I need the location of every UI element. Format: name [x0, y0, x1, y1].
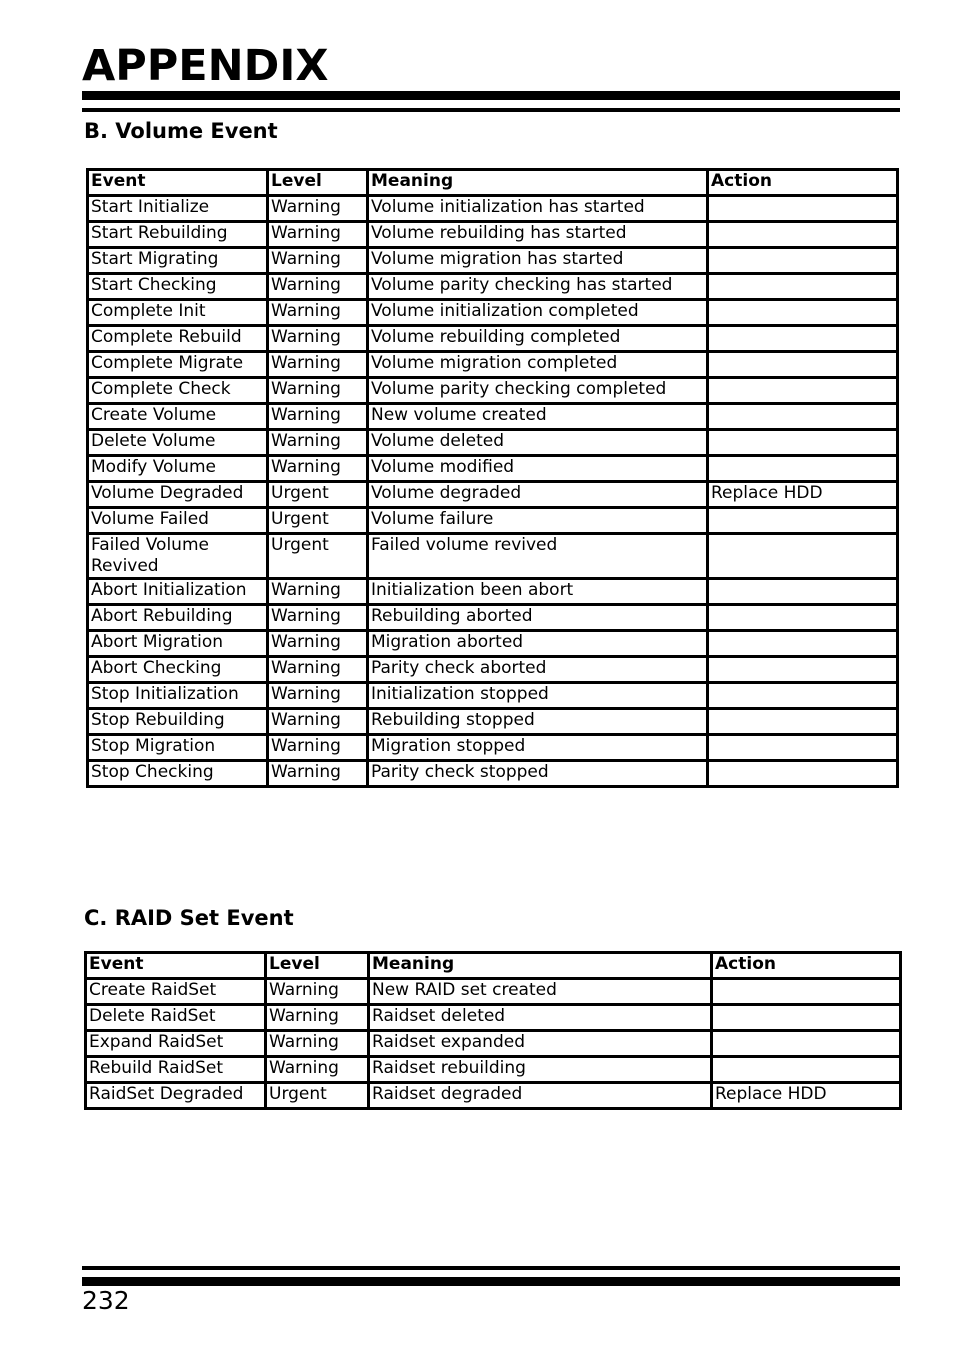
level-cell: Urgent	[268, 508, 368, 534]
action-cell	[708, 404, 898, 430]
level-cell: Warning	[268, 735, 368, 761]
meaning-cell: Volume parity checking completed	[368, 378, 708, 404]
meaning-cell: Failed volume revived	[368, 534, 708, 579]
meaning-cell: Rebuilding aborted	[368, 605, 708, 631]
level-cell: Warning	[268, 274, 368, 300]
event-cell: Stop Rebuilding	[88, 709, 268, 735]
level-cell: Warning	[268, 657, 368, 683]
event-cell: Stop Checking	[88, 761, 268, 787]
header-rule-thick	[82, 91, 900, 100]
event-cell: RaidSet Degraded	[86, 1083, 266, 1109]
action-cell	[712, 1031, 901, 1057]
table-row	[88, 248, 898, 274]
meaning-cell: Raidset expanded	[369, 1031, 712, 1057]
action-cell	[708, 579, 898, 605]
action-cell	[708, 430, 898, 456]
column-header: Meaning	[368, 170, 708, 196]
level-cell: Warning	[268, 378, 368, 404]
event-cell: Complete Rebuild	[88, 326, 268, 352]
action-cell	[708, 709, 898, 735]
column-header: Level	[268, 170, 368, 196]
table-row	[88, 631, 898, 657]
action-cell: Replace HDD	[708, 482, 898, 508]
level-cell: Warning	[266, 1057, 369, 1083]
action-cell	[712, 1057, 901, 1083]
meaning-cell: Volume deleted	[368, 430, 708, 456]
event-cell: Rebuild RaidSet	[86, 1057, 266, 1083]
meaning-cell: Volume parity checking has started	[368, 274, 708, 300]
action-cell: Replace HDD	[712, 1083, 901, 1109]
table-row	[86, 1005, 901, 1031]
table-row	[88, 709, 898, 735]
meaning-cell: Volume rebuilding has started	[368, 222, 708, 248]
column-header: Level	[266, 953, 369, 979]
meaning-cell: Parity check stopped	[368, 761, 708, 787]
meaning-cell: Migration aborted	[368, 631, 708, 657]
action-cell	[712, 979, 901, 1005]
table-row	[88, 735, 898, 761]
column-header: Meaning	[369, 953, 712, 979]
event-cell: Delete RaidSet	[86, 1005, 266, 1031]
action-cell	[708, 300, 898, 326]
meaning-cell: Migration stopped	[368, 735, 708, 761]
meaning-cell: Volume rebuilding completed	[368, 326, 708, 352]
level-cell: Warning	[268, 326, 368, 352]
volume-event-table	[86, 168, 899, 788]
event-cell: Complete Check	[88, 378, 268, 404]
action-cell	[708, 761, 898, 787]
level-cell: Warning	[266, 979, 369, 1005]
column-header: Event	[86, 953, 266, 979]
meaning-cell: New volume created	[368, 404, 708, 430]
table-row	[88, 605, 898, 631]
page-number: 232	[82, 1286, 130, 1315]
level-cell: Warning	[266, 1005, 369, 1031]
action-cell	[708, 352, 898, 378]
table-row	[88, 300, 898, 326]
event-cell: Failed Volume Revived	[88, 534, 268, 579]
meaning-cell: Volume migration completed	[368, 352, 708, 378]
level-cell: Urgent	[268, 534, 368, 579]
event-cell: Volume Failed	[88, 508, 268, 534]
event-cell: Volume Degraded	[88, 482, 268, 508]
level-cell: Warning	[268, 456, 368, 482]
column-header: Action	[708, 170, 898, 196]
level-cell: Warning	[268, 605, 368, 631]
event-cell: Stop Initialization	[88, 683, 268, 709]
level-cell: Warning	[268, 709, 368, 735]
table-row	[88, 508, 898, 534]
level-cell: Warning	[268, 352, 368, 378]
table-row	[86, 1057, 901, 1083]
table-row	[86, 1031, 901, 1057]
level-cell: Warning	[268, 196, 368, 222]
event-cell: Start Rebuilding	[88, 222, 268, 248]
action-cell	[708, 683, 898, 709]
table-row	[88, 761, 898, 787]
table-header-row	[86, 953, 901, 979]
meaning-cell: Initialization been abort	[368, 579, 708, 605]
table-row	[88, 222, 898, 248]
event-cell: Delete Volume	[88, 430, 268, 456]
action-cell	[708, 248, 898, 274]
event-cell: Create RaidSet	[86, 979, 266, 1005]
action-cell	[708, 326, 898, 352]
action-cell	[708, 274, 898, 300]
table-header-row	[88, 170, 898, 196]
action-cell	[708, 657, 898, 683]
action-cell	[708, 735, 898, 761]
action-cell	[708, 631, 898, 657]
table-row	[88, 404, 898, 430]
action-cell	[708, 456, 898, 482]
table-row	[88, 579, 898, 605]
level-cell: Warning	[268, 579, 368, 605]
event-cell: Abort Initialization	[88, 579, 268, 605]
meaning-cell: Volume failure	[368, 508, 708, 534]
meaning-cell: Volume initialization has started	[368, 196, 708, 222]
action-cell	[708, 378, 898, 404]
event-cell: Stop Migration	[88, 735, 268, 761]
meaning-cell: Volume degraded	[368, 482, 708, 508]
event-cell: Create Volume	[88, 404, 268, 430]
level-cell: Warning	[268, 300, 368, 326]
level-cell: Warning	[268, 430, 368, 456]
event-cell: Expand RaidSet	[86, 1031, 266, 1057]
table-row	[88, 683, 898, 709]
level-cell: Warning	[268, 683, 368, 709]
meaning-cell: Volume initialization completed	[368, 300, 708, 326]
event-cell: Abort Checking	[88, 657, 268, 683]
event-cell: Modify Volume	[88, 456, 268, 482]
level-cell: Warning	[266, 1031, 369, 1057]
table-row	[88, 274, 898, 300]
table-row	[88, 456, 898, 482]
action-cell	[708, 605, 898, 631]
event-cell: Abort Migration	[88, 631, 268, 657]
level-cell: Urgent	[268, 482, 368, 508]
meaning-cell: Rebuilding stopped	[368, 709, 708, 735]
level-cell: Warning	[268, 761, 368, 787]
table-row	[88, 534, 898, 579]
raid-set-event-table	[84, 951, 902, 1110]
level-cell: Warning	[268, 248, 368, 274]
meaning-cell: Volume modified	[368, 456, 708, 482]
table-row	[88, 482, 898, 508]
table-row	[88, 657, 898, 683]
section-heading-raid-set-event: C. RAID Set Event	[84, 906, 294, 930]
level-cell: Warning	[268, 631, 368, 657]
table-row	[88, 196, 898, 222]
event-cell: Start Migrating	[88, 248, 268, 274]
table-row	[88, 378, 898, 404]
header-rule-thin	[82, 108, 900, 112]
column-header: Event	[88, 170, 268, 196]
table-row	[88, 430, 898, 456]
page-title: APPENDIX	[82, 41, 329, 91]
footer-rule-thick	[82, 1277, 900, 1286]
table-row	[86, 979, 901, 1005]
table-row	[88, 352, 898, 378]
meaning-cell: Raidset degraded	[369, 1083, 712, 1109]
action-cell	[708, 534, 898, 579]
table-row	[86, 1083, 901, 1109]
action-cell	[708, 196, 898, 222]
meaning-cell: Parity check aborted	[368, 657, 708, 683]
event-cell: Abort Rebuilding	[88, 605, 268, 631]
meaning-cell: Initialization stopped	[368, 683, 708, 709]
action-cell	[708, 222, 898, 248]
meaning-cell: Volume migration has started	[368, 248, 708, 274]
event-cell: Complete Init	[88, 300, 268, 326]
meaning-cell: Raidset deleted	[369, 1005, 712, 1031]
event-cell: Start Initialize	[88, 196, 268, 222]
level-cell: Warning	[268, 404, 368, 430]
table-row	[88, 326, 898, 352]
event-cell: Start Checking	[88, 274, 268, 300]
event-cell: Complete Migrate	[88, 352, 268, 378]
meaning-cell: Raidset rebuilding	[369, 1057, 712, 1083]
action-cell	[712, 1005, 901, 1031]
footer-rule-thin	[82, 1266, 900, 1270]
section-heading-volume-event: B. Volume Event	[84, 119, 278, 143]
action-cell	[708, 508, 898, 534]
column-header: Action	[712, 953, 901, 979]
level-cell: Warning	[268, 222, 368, 248]
meaning-cell: New RAID set created	[369, 979, 712, 1005]
level-cell: Urgent	[266, 1083, 369, 1109]
